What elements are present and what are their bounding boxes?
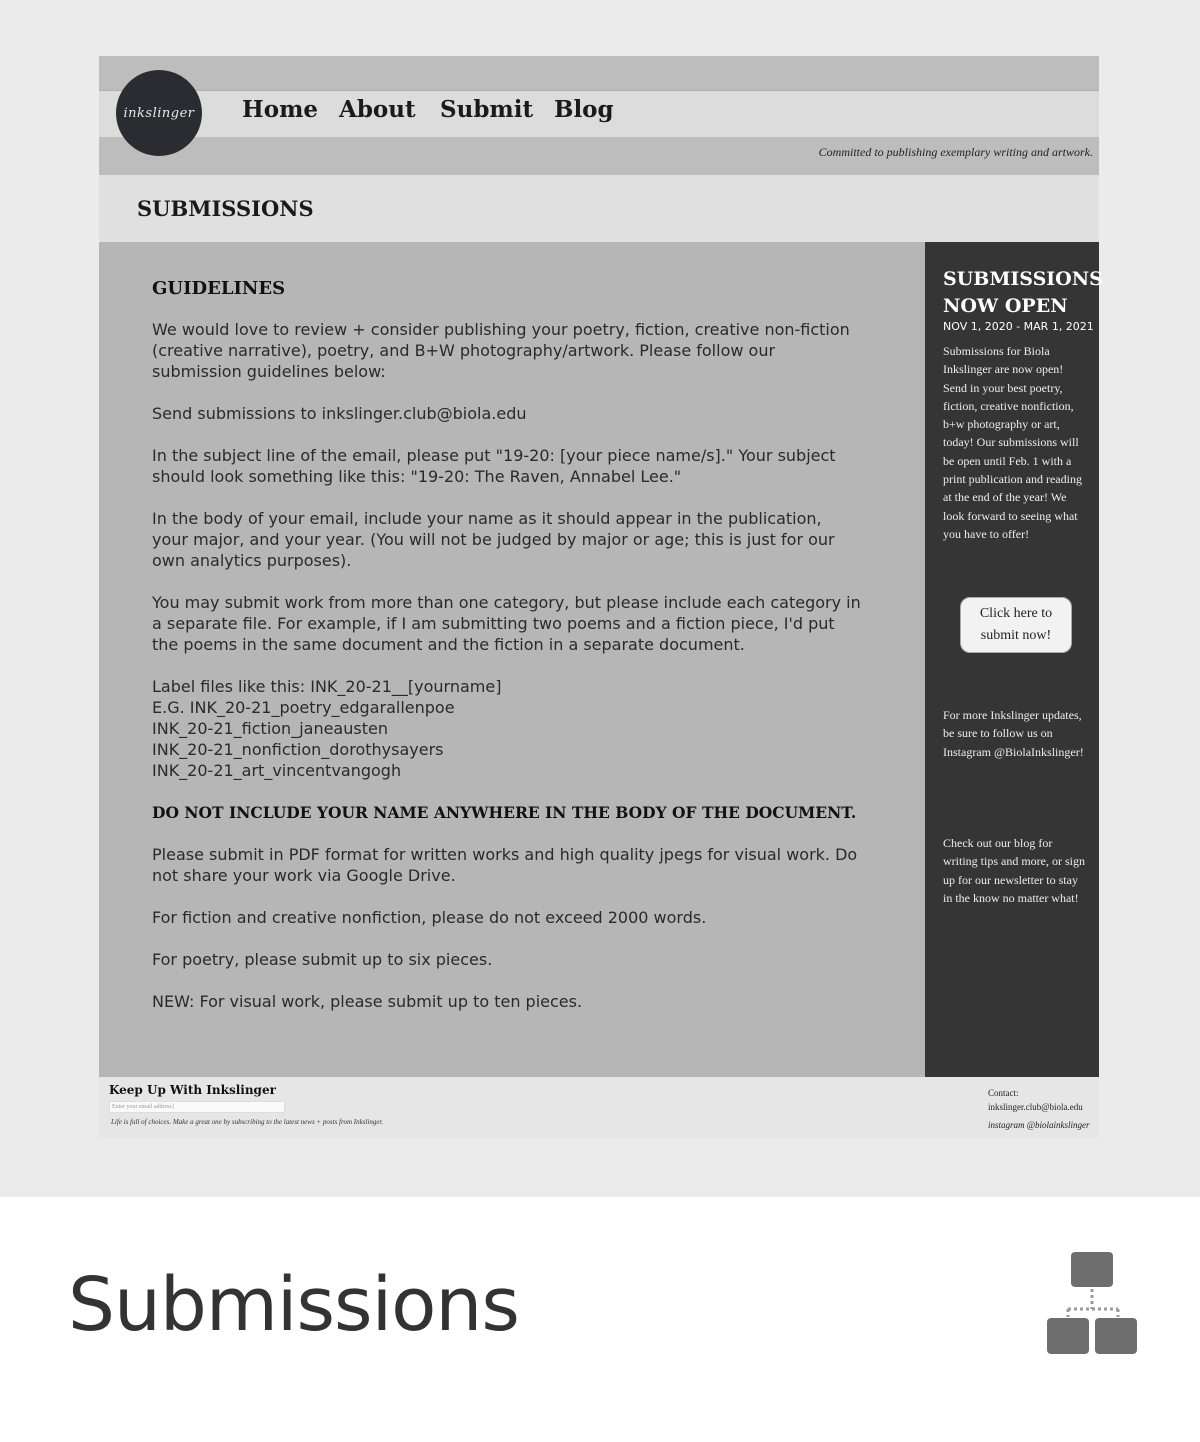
guidelines-heading: GUIDELINES bbox=[152, 278, 286, 299]
nav-home[interactable]: Home bbox=[242, 96, 319, 123]
guidelines-warning: DO NOT INCLUDE YOUR NAME ANYWHERE IN THE BODY OF THE DOCUMENT. bbox=[152, 803, 857, 822]
guidelines-body: In the body of your email, include your name as it should appear in the publication, your major, and your year. (You will not be judged by major or age; this is just for our own analytics purposes). bbox=[152, 509, 835, 570]
sidebar-instagram: For more Inkslinger updates, be sure to follow us on Instagram @BiolaInkslinger! bbox=[943, 708, 1084, 759]
contact-label: Contact: bbox=[988, 1088, 1019, 1098]
guidelines-content bbox=[152, 278, 862, 1033]
footer-heading: Keep Up With Inkslinger bbox=[109, 1083, 276, 1097]
contact-instagram[interactable]: instagram @biolainkslinger bbox=[988, 1120, 1090, 1130]
contact-email[interactable]: inkslinger.club@biola.edu bbox=[988, 1102, 1083, 1112]
newsletter-email-input[interactable]: Enter your email address] bbox=[109, 1101, 285, 1113]
guidelines-subject: In the subject line of the email, please put "19-20: [your piece name/s]." Your subject should look something like this: "19-20: The Raven, Annabel Lee." bbox=[152, 446, 836, 486]
tagline: Committed to publishing exemplary writing and artwork. bbox=[818, 145, 1093, 159]
guidelines-visual-limit: NEW: For visual work, please submit up to ten pieces. bbox=[152, 992, 583, 1011]
label-line: INK_20-21_nonfiction_dorothysayers bbox=[152, 740, 444, 759]
label-line: E.G. INK_20-21_poetry_edgarallenpoe bbox=[152, 698, 455, 717]
guidelines-intro: We would love to review + consider publishing your poetry, fiction, creative non-fiction (creative narrative), poetry, and B+W photography/artwork. Please follow our submission guidelines below: bbox=[152, 320, 850, 381]
nav-submit[interactable]: Submit bbox=[440, 96, 534, 123]
sidebar-heading: SUBMISSIONS NOW OPEN bbox=[943, 268, 1103, 317]
sitemap-icon bbox=[1046, 1251, 1140, 1357]
submit-now-button[interactable]: Click here to submit now! bbox=[960, 597, 1072, 653]
sidebar-announcement: Submissions for Biola Inkslinger are now open! Send in your best poetry, fiction, creative nonfiction, b+w photography or art, today! Our submissions will be open until Feb. 1 with a print publication and reading at the end of the year! We look forward to seeing what you have to offer! bbox=[943, 344, 1082, 541]
label-line: INK_20-21_art_vincentvangogh bbox=[152, 761, 402, 780]
label-line: Label files like this: INK_20-21__[yourname] bbox=[152, 677, 502, 696]
guidelines-poetry-limit: For poetry, please submit up to six pieces. bbox=[152, 950, 493, 969]
guidelines-categories: You may submit work from more than one category, but please include each category in a separate file. For example, if I am submitting two poems and a fiction piece, I'd put the poems in the same document and the fiction in a separate document. bbox=[152, 593, 861, 654]
caption-title: Submissions bbox=[68, 1262, 519, 1348]
footer-blurb: Life is full of choices. Make a great one by subscribing to the latest news + posts from Inkslinger. bbox=[111, 1118, 384, 1126]
page-title: SUBMISSIONS bbox=[137, 196, 314, 221]
logo-text: inkslinger bbox=[123, 105, 195, 121]
sidebar bbox=[925, 242, 1103, 1077]
website-page bbox=[99, 56, 1103, 1138]
nav-about[interactable]: About bbox=[339, 96, 416, 123]
logo[interactable] bbox=[116, 70, 202, 156]
sidebar-blog: Check out our blog for writing tips and more, or sign up for our newsletter to stay in the know no matter what! bbox=[943, 836, 1085, 905]
guidelines-format: Please submit in PDF format for written works and high quality jpegs for visual work. Do not share your work via Google Drive. bbox=[152, 845, 858, 885]
footer-contact bbox=[988, 1086, 1090, 1132]
guidelines-send: Send submissions to inkslinger.club@biola.edu bbox=[152, 404, 527, 423]
label-line: INK_20-21_fiction_janeausten bbox=[152, 719, 388, 738]
guidelines-fiction-limit: For fiction and creative nonfiction, please do not exceed 2000 words. bbox=[152, 908, 707, 927]
sidebar-dates: NOV 1, 2020 - MAR 1, 2021 bbox=[943, 320, 1094, 333]
nav-blog[interactable]: Blog bbox=[554, 96, 614, 123]
header-top-band bbox=[99, 56, 1099, 90]
